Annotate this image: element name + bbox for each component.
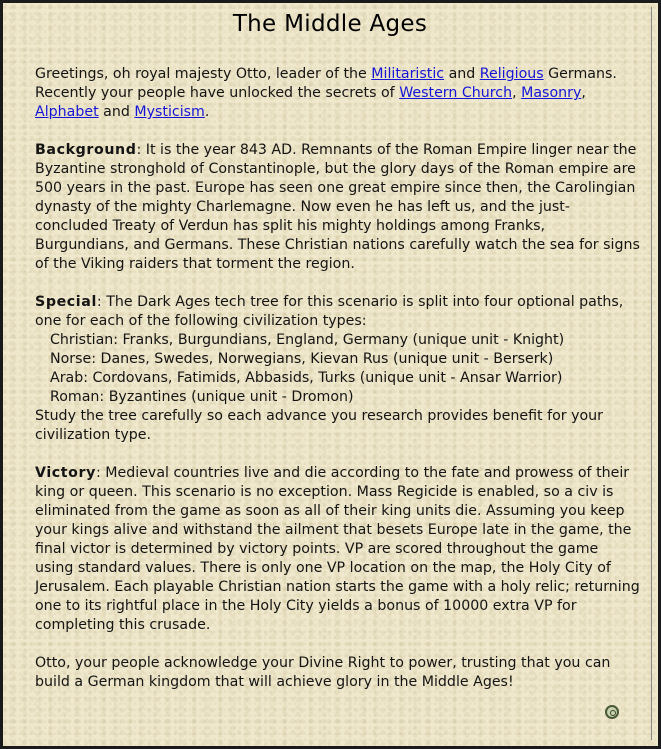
greeting-text-7: . (204, 104, 210, 120)
closing-paragraph: Otto, your people acknowledge your Divine Right to power, trusting that you can build a German kingdom that will achieve glory in the Middle Ages! (35, 655, 611, 690)
page-title: The Middle Ages (232, 11, 428, 37)
greeting-text-6: and (98, 104, 135, 120)
greeting-paragraph (35, 65, 641, 122)
close-circle-icon[interactable] (605, 705, 619, 719)
civ-type-norse: Norse: Danes, Swedes, Norwegians, Kievan Rus (unique unit - Berserk) (50, 351, 554, 367)
greeting-text-5: , (581, 85, 586, 101)
special-intro: : The Dark Ages tech tree for this scenario is split into four optional paths, one for each of the following civilization types: (35, 294, 624, 329)
link-masonry[interactable]: Masonry (521, 85, 582, 101)
victory-paragraph (35, 464, 641, 635)
greeting-text-4: , (512, 85, 522, 101)
link-alphabet[interactable]: Alphabet (35, 104, 99, 120)
civ-type-roman: Roman: Byzantines (unique unit - Dromon) (50, 389, 354, 405)
victory-label: Victory (35, 465, 96, 481)
civ-type-christian: Christian: Franks, Burgundians, England, Germany (unique unit - Knight) (50, 332, 565, 348)
victory-text: : Medieval countries live and die according to the fate and prowess of their king or queen. This scenario is no exception. Mass Regicide is enabled, so a civ is eliminated from the game as soon as all of their king units die. Assuming you keep your kings alive and withstand the ailment that besets Europe late in the game, the final victor is determined by victory points. VP are scored throughout the game using standard values. There is only one VP location on the map, the Holy City of Jerusalem. Each playable Christian nation starts the game with a holy relic; returning one to its rightful place in the Holy City yields a bonus of 10000 extra VP for completing this crusade. (35, 465, 640, 633)
link-religious[interactable]: Religious (479, 66, 544, 82)
background-label: Background (35, 142, 137, 158)
link-militaristic[interactable]: Militaristic (371, 66, 445, 82)
briefing-inner (9, 7, 652, 740)
background-paragraph (35, 141, 641, 274)
greeting-text-1: Greetings, oh royal majesty Otto, leader of the (35, 66, 372, 82)
link-western-church[interactable]: Western Church (399, 85, 513, 101)
greeting-text-2: and (444, 66, 480, 82)
background-text: : It is the year 843 AD. Remnants of the Roman Empire linger near the Byzantine stronghold of Constantinople, but the glory days of the Roman empire are 500 years in the past. Europe has seen one great empire since then, the Carolingian dynasty of the mighty Charlemagne. Now even he has left us, and the just-concluded Treaty of Verdun has split his mighty holdings among Franks, Burgundians, and Germans. These Christian nations carefully watch the sea for signs of the Viking raiders that torment the region. (35, 142, 640, 272)
link-mysticism[interactable]: Mysticism (134, 104, 205, 120)
greeting-text-3: Germans. Recently your people have unlocked the secrets of (35, 66, 617, 101)
briefing-text (35, 65, 641, 711)
civ-type-arab: Arab: Cordovans, Fatimids, Abbasids, Turks (unique unit - Ansar Warrior) (50, 370, 563, 386)
special-outro: Study the tree carefully so each advance you research provides benefit for your civilization type. (35, 408, 603, 443)
special-label: Special (35, 294, 97, 310)
special-paragraph (35, 293, 641, 445)
